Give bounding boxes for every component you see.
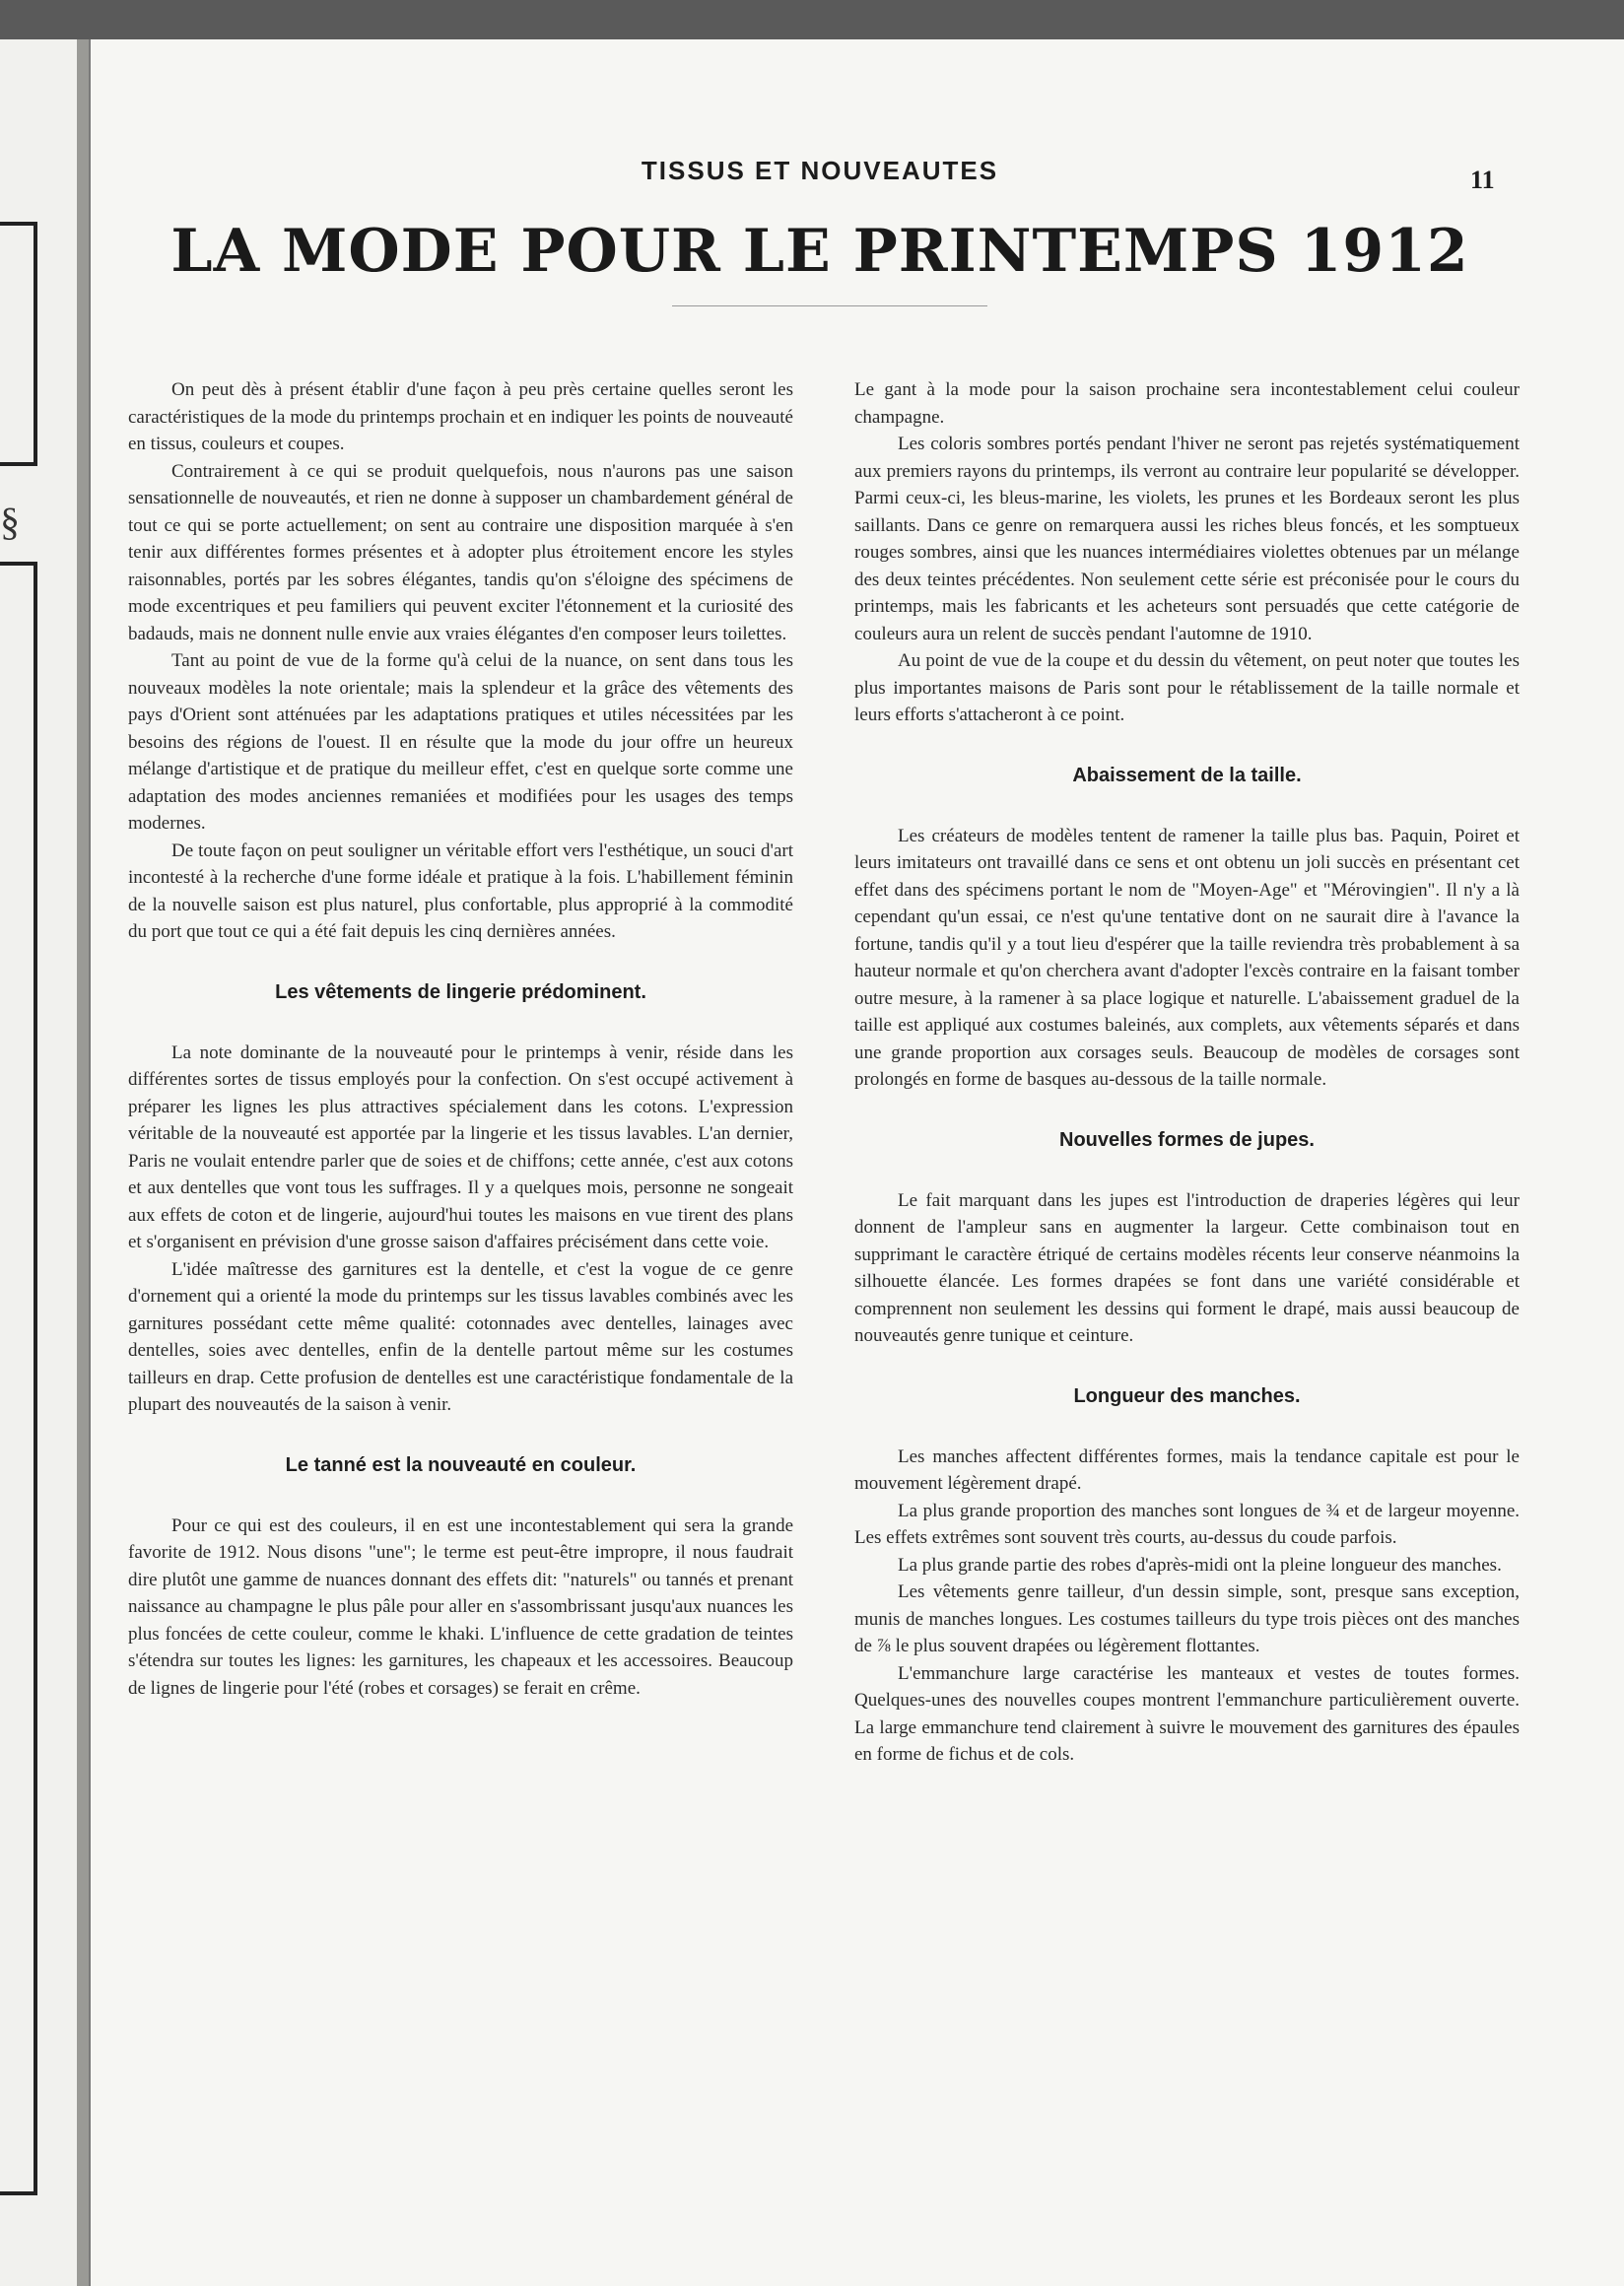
- paragraph: De toute façon on peut souligner un véritable effort vers l'esthétique, un souci d'art incontesté à la recherche d'une forme idéale et pratique à la fois. L'habillement féminin de la nouvelle saison est plus naturel, plus confortable, plus approprié à la commodité du port que tout ce qui a été fait depuis les cinq dernières années.: [128, 840, 793, 942]
- paragraph: Pour ce qui est des couleurs, il en est une incontestablement qui sera la grande favorite de 1912. Nous disons "une"; le terme est peut-être impropre, il nous faudrait dire plutôt une gamme de nuances donnant des effets dit: "naturels" ou tannés et prenant naissance au champagne le plus pâle pour aller en s'assombrissant jusqu'aux nuances les plus foncées de cette couleur, comme le khaki. L'influence de cette gradation de teintes s'étendra sur toutes les lignes: les garnitures, les chapeaux et les accessoires. Beaucoup de lignes de lingerie pour l'été (robes et corsages) se ferait en crême.: [128, 1514, 793, 1699]
- title-divider: [672, 305, 987, 306]
- ornament-icon: §: [0, 500, 20, 544]
- paragraph: Tant au point de vue de la forme qu'à celui de la nuance, on sent dans tous les nouveaux modèles la note orientale; mais la splendeur et la grâce des vêtements des pays d'Orient sont atténuées par les adaptations pratiques et utiles nécessitées par les besoins des régions de l'ouest. Il en résulte que la mode du jour offre un heureux mélange d'artistique et de pratique du meilleur effet, c'est en quelque sorte comme une adaptation des modes anciennes remaniées et modifiées pour les usages des temps modernes.: [128, 650, 793, 834]
- ornamental-border: [0, 562, 37, 2195]
- paragraph: Le gant à la mode pour la saison prochaine sera incontestablement celui couleur champagne.: [854, 379, 1520, 428]
- section-heading: Nouvelles formes de jupes.: [1059, 1128, 1315, 1151]
- paragraph: Contrairement à ce qui se produit quelquefois, nous n'aurons pas une saison sensationnelle de nouveautés, et rien ne donne à supposer un chambardement général de tout ce qui se porte actuellement; on sent au contraire une disposition marquée à s'en tenir aux différentes formes présentes et à adopter plus étroitement encore les styles raisonnables, portés par les sobres élégantes, tandis qu'on s'éloigne des spécimens de mode excentriques et peu familiers qui peuvent exciter l'étonnement et la curiosité des badauds, mais ne donnent nulle envie aux vraies élégantes d'en composer leurs toilettes.: [128, 460, 793, 644]
- section-heading: Abaissement de la taille.: [1072, 764, 1302, 786]
- running-title: TISSUS ET NOUVEAUTES: [641, 156, 999, 185]
- section-heading: Les vêtements de lingerie prédominent.: [275, 980, 646, 1003]
- left-column: [128, 376, 793, 2219]
- right-column: [854, 376, 1520, 2219]
- paragraph: La note dominante de la nouveauté pour le printemps à venir, réside dans les différentes sortes de tissus employés pour la confection. On s'est occupé activement à préparer les lignes les plus attractives spécialement dans les cotons. L'expression véritable de la nouveauté est apportée par la lingerie et les tissus lavables. L'an dernier, Paris ne voulait entendre parler que de soies et de chiffons; cette année, c'est aux cotons et aux dentelles que vont tous les suffrages. Il y a quelques mois, personne ne songeait aux effets de coton et de lingerie, aujourd'hui toutes les maisons en vue tirent des plans et s'organisent en prévision d'une grosse saison d'affaires précisément dans cette voie.: [128, 1042, 793, 1252]
- paragraph: La plus grande proportion des manches sont longues de ¾ et de largeur moyenne. Les effets extrêmes sont souvent très courts, au-dessus du coude parfois.: [854, 1500, 1520, 1548]
- section-heading: Le tanné est la nouveauté en couleur.: [285, 1453, 637, 1476]
- paragraph: Au point de vue de la coupe et du dessin du vêtement, on peut noter que toutes les plus importantes maisons de Paris sont pour le rétablissement de la taille normale et leurs efforts s'attacheront à ce point.: [854, 650, 1520, 725]
- ornamental-border: [0, 222, 37, 466]
- paragraph: Les manches affectent différentes formes, mais la tendance capitale est pour le mouvement légèrement drapé.: [854, 1446, 1520, 1494]
- paragraph: L'idée maîtresse des garnitures est la dentelle, et c'est la vogue de ce genre d'ornement qui a orienté la mode du printemps sur les tissus lavables combinés avec les garnitures possédant cette même qualité: cotonnades avec dentelles, lainages avec dentelles, soies avec dentelles, enfin de la dentelle partout même sur les costumes tailleurs en drap. Cette profusion de dentelles est une caractéristique fondamentale de la plupart des nouveautés de la saison à venir.: [128, 1258, 793, 1415]
- paragraph: Les créateurs de modèles tentent de ramener la taille plus bas. Paquin, Poiret et leurs imitateurs ont travaillé dans ce sens et ont obtenu un joli succès en présentant cet effet dans des spécimens portant le nom de "Moyen-Age" et "Mérovingien". Il n'y a là cependant qu'un essai, ce n'est qu'une tentative dont on ne saurait dire à l'avance la fortune, tandis qu'il y a tout lieu d'espérer que la taille reviendra très probablement à sa hauteur normale et qu'on cherchera avant d'adopter l'excès contraire en la faisant tomber outre mesure, à la ramener à sa place logique et naturelle. L'abaissement graduel de la taille est appliqué aux costumes baleinés, aux complets, aux vêtements séparés et dans une grande proportion aux corsages seuls. Beaucoup de modèles de corsages sont prolongés en forme de basques au-dessous de la taille normale.: [854, 825, 1520, 1090]
- paragraph: L'emmanchure large caractérise les manteaux et vestes de toutes formes. Quelques-unes des nouvelles coupes montrent l'emmanchure particulièrement ouverte. La large emmanchure tend clairement à suivre le mouvement des garnitures des épaules en forme de fichus et de cols.: [854, 1662, 1520, 1765]
- book-gutter: [77, 39, 89, 2286]
- section-heading: Longueur des manches.: [1073, 1384, 1301, 1407]
- magazine-page: [89, 39, 1624, 2286]
- paragraph: Les vêtements genre tailleur, d'un dessin simple, sont, presque sans exception, munis de manches longues. Les costumes tailleurs du type trois pièces ont des manches de ⅞ le plus souvent drapées ou légèrement flottantes.: [854, 1581, 1520, 1656]
- scan-background: [0, 0, 1624, 39]
- page-number: 11: [1470, 166, 1495, 194]
- paragraph: Le fait marquant dans les jupes est l'introduction de draperies légères qui leur donnent de l'ampleur sans en augmenter la largeur. Cette combinaison tout en supprimant le caractère étriqué de certains modèles récents leur conserve néanmoins la silhouette élancée. Les formes drapées se font dans une variété considérable et comprennent non seulement les dessins qui forment le drapé, mais aussi beaucoup de nouveautés genre tunique et ceinture.: [854, 1189, 1520, 1346]
- paragraph: La plus grande partie des robes d'après-midi ont la pleine longueur des manches.: [898, 1554, 1502, 1576]
- paragraph: On peut dès à présent établir d'une façon à peu près certaine quelles seront les caractéristiques de la mode du printemps prochain et en indiquer les points de nouveauté en tissus, couleurs et coupes.: [128, 379, 793, 454]
- paragraph: Les coloris sombres portés pendant l'hiver ne seront pas rejetés systématiquement aux premiers rayons du printemps, ils verront au contraire leur popularité se développer. Parmi ceux-ci, les bleus-marine, les violets, les prunes et les Bordeaux seront les plus saillants. Dans ce genre on remarquera aussi les riches bleus foncés, et les somptueux rouges sombres, ainsi que les nuances intermédiaires violettes obtenues par un mélange des deux teintes précédentes. Non seulement cette série est préconisée pour le cours du printemps, mais les fabricants et les acheteurs sont persuadés que cette catégorie de couleurs aura un relent de succès pendant l'automne de 1910.: [854, 434, 1520, 644]
- article-title: LA MODE POUR LE PRINTEMPS 1912: [170, 217, 1469, 286]
- adjacent-page-edge: [0, 39, 80, 2286]
